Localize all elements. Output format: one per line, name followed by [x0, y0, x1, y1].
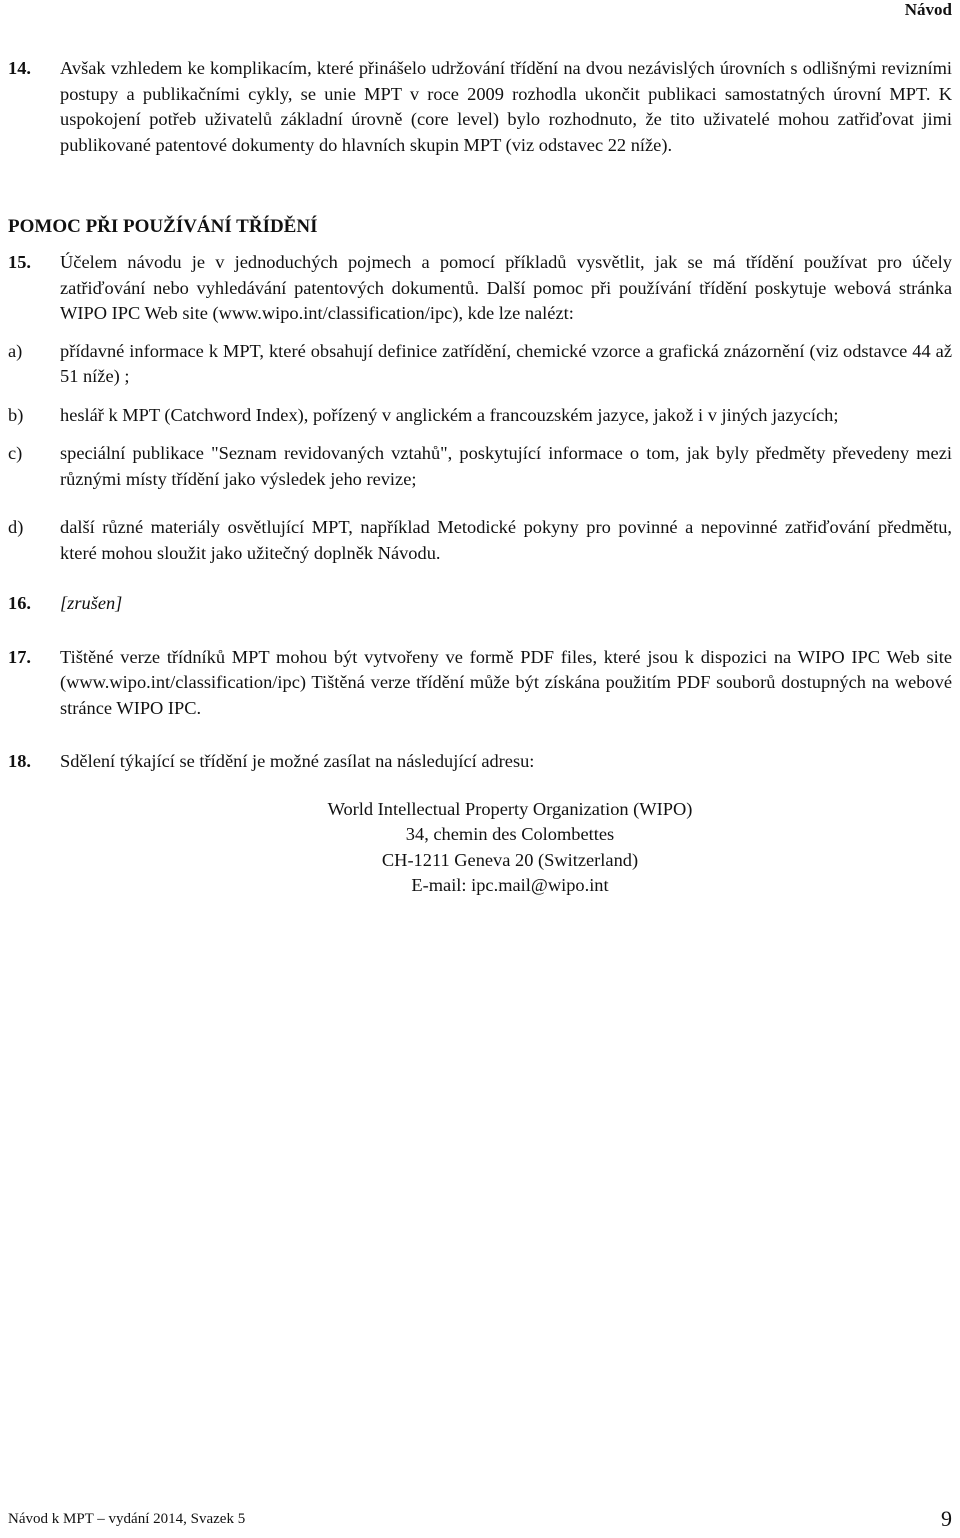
- list-marker: c): [8, 443, 23, 463]
- paragraph-number: 18.: [8, 751, 31, 771]
- paragraph-18: [8, 749, 952, 775]
- list-marker: d): [8, 517, 24, 537]
- paragraph-17: [8, 645, 952, 722]
- paragraph-16: [8, 591, 952, 617]
- footer-document-title: Návod k MPT – vydání 2014, Svazek 5: [8, 1511, 246, 1527]
- address-email: E-mail: ipc.mail@wipo.int: [411, 875, 609, 895]
- list-marker: a): [8, 340, 23, 361]
- paragraph-number: 17.: [8, 646, 31, 667]
- paragraph-number: 16.: [8, 593, 31, 613]
- section-heading: POMOC PŘI POUŽÍVÁNÍ TŘÍDĚNÍ: [8, 216, 318, 237]
- paragraph-15: [8, 250, 952, 327]
- list-text: speciální publikace "Seznam revidovaných vztahů", poskytující informace o tom, jak byly předměty převedeny mezi různými místy třídění jako výsledek jeho revize;: [60, 443, 952, 489]
- paragraph-text: Sdělení týkající se třídění je možné zasílat na následující adresu:: [60, 751, 535, 771]
- list-item: [8, 403, 952, 429]
- page-header-title: Návod: [904, 0, 952, 19]
- list-item: [8, 339, 952, 390]
- document-body: [8, 56, 952, 899]
- list-text: heslář k MPT (Catchword Index), pořízený v anglickém a francouzském jazyce, jakož i v jiných jazycích;: [60, 404, 839, 425]
- paragraph-text: Tištěné verze třídníků MPT mohou být vytvořeny ve formě PDF files, které jsou k dispozici na WIPO IPC Web site (www.wipo.int/classification/ipc) Tištěná verze třídění může být získána použitím PDF souborů dostupných na webové stránce WIPO IPC.: [60, 646, 952, 718]
- paragraph-number: 14.: [8, 58, 31, 78]
- paragraph-number: 15.: [8, 252, 31, 272]
- paragraph-text: [zrušen]: [60, 593, 123, 613]
- address-line: CH-1211 Geneva 20 (Switzerland): [381, 849, 639, 870]
- address-block: [60, 797, 960, 899]
- paragraph-text: Účelem návodu je v jednoduchých pojmech a pomocí příkladů vysvětlit, jak se má třídění používat pro účely zatřiďování nebo vyhledávání patentových dokumentů. Další pomoc při používání třídění poskytuje webová stránka WIPO IPC Web site (www.wipo.int/classification/ipc), kde lze nalézt:: [60, 252, 952, 323]
- paragraph-text: Avšak vzhledem ke komplikacím, které přinášelo udržování třídění na dvou nezávislých úrovních s odlišnými revizními postupy a publikačními cykly, se unie MPT v roce 2009 rozhodla ukončit publikaci samostatných úrovní MPT. K uspokojení potřeb uživatelů základní úrovně (core level) bylo rozhodnuto, že tito uživatelé mohou zatřiďovat jimi publikované patentové dokumenty do hlavních skupin MPT (viz odstavec 22 níže).: [60, 58, 952, 155]
- paragraph-14: [8, 56, 952, 158]
- list-marker: b): [8, 404, 24, 425]
- address-line: World Intellectual Property Organization (WIPO): [327, 798, 693, 819]
- list-text: další různé materiály osvětlující MPT, například Metodické pokyny pro povinné a nepovinné zatřiďování předmětu, které mohou sloužit jako užitečný doplněk Návodu.: [60, 517, 952, 563]
- list-item: [8, 441, 952, 492]
- list-item: [8, 515, 952, 566]
- list-text: přídavné informace k MPT, které obsahují definice zatřídění, chemické vzorce a grafická znázornění (viz odstavce 44 až 51 níže) ;: [60, 340, 952, 386]
- address-line: 34, chemin des Colombettes: [405, 824, 615, 844]
- page-number: 9: [941, 1506, 952, 1531]
